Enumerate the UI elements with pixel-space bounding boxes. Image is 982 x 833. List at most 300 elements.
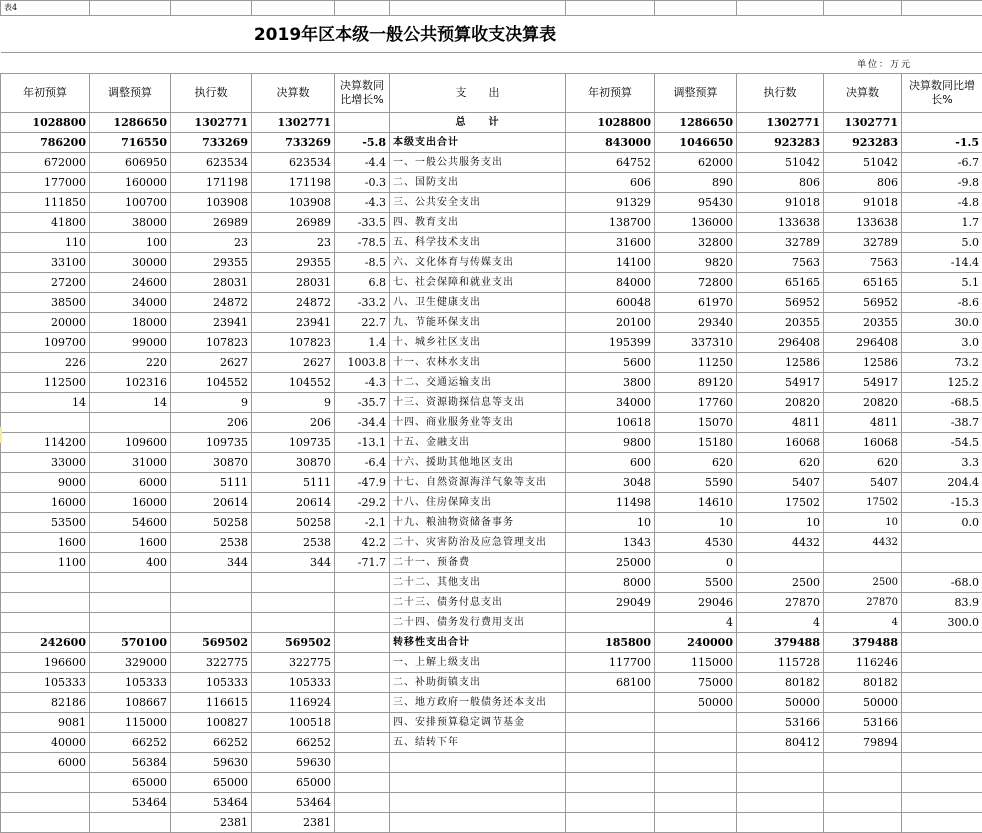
right-cell: 51042: [824, 153, 902, 173]
right-cell: 5.1: [902, 273, 982, 293]
right-cell: [655, 733, 737, 753]
right-cell: 10618: [566, 413, 655, 433]
right-cell: [566, 773, 655, 793]
right-cell: 73.2: [902, 353, 982, 373]
right-cell: [566, 713, 655, 733]
right-cell: 53166: [737, 713, 824, 733]
table-row: [1, 473, 982, 493]
left-cell: 322775: [171, 653, 252, 673]
left-cell: 2627: [171, 353, 252, 373]
left-cell: 5111: [252, 473, 335, 493]
right-cell: 27870: [737, 593, 824, 613]
left-cell: 16000: [1, 493, 90, 513]
header-right-2: 执行数: [737, 74, 824, 113]
table-row: [1, 533, 982, 553]
right-cell: 10: [824, 513, 902, 533]
right-cell: [902, 733, 982, 753]
left-cell: 606950: [90, 153, 171, 173]
right-cell: [902, 713, 982, 733]
left-cell: -29.2: [335, 493, 390, 513]
left-cell: 20614: [252, 493, 335, 513]
left-cell: 34000: [90, 293, 171, 313]
right-cell: 8000: [566, 573, 655, 593]
right-cell: [902, 633, 982, 653]
left-cell: 115000: [90, 713, 171, 733]
left-cell: 23: [252, 233, 335, 253]
left-cell: 105333: [252, 673, 335, 693]
left-cell: 114200: [1, 433, 90, 453]
left-cell: 59630: [252, 753, 335, 773]
table-row: [1, 513, 982, 533]
left-cell: [90, 413, 171, 433]
table-row: [1, 493, 982, 513]
left-cell: 569502: [252, 633, 335, 653]
right-cell: 32789: [737, 233, 824, 253]
right-cell: 91018: [824, 193, 902, 213]
right-cell: -15.3: [902, 493, 982, 513]
left-cell: 29355: [171, 253, 252, 273]
left-cell: 2381: [252, 813, 335, 833]
right-cell: 2500: [824, 573, 902, 593]
right-cell: 9820: [655, 253, 737, 273]
right-cell: [902, 653, 982, 673]
right-cell: 20355: [737, 313, 824, 333]
right-cell: 379488: [737, 633, 824, 653]
expense-item-label: 十七、自然资源海洋气象等支出: [390, 473, 566, 493]
left-cell: 112500: [1, 373, 90, 393]
right-cell: 17502: [824, 493, 902, 513]
left-cell: 38500: [1, 293, 90, 313]
left-cell: 1100: [1, 553, 90, 573]
left-cell: 23941: [171, 313, 252, 333]
left-cell: -6.4: [335, 453, 390, 473]
right-cell: 923283: [824, 133, 902, 153]
left-cell: 226: [1, 353, 90, 373]
right-cell: 25000: [566, 553, 655, 573]
left-cell: 20614: [171, 493, 252, 513]
left-cell: 1302771: [252, 113, 335, 133]
right-cell: [566, 753, 655, 773]
left-cell: 31000: [90, 453, 171, 473]
table-row: [1, 753, 982, 773]
left-cell: [90, 813, 171, 833]
right-cell: 620: [737, 453, 824, 473]
table-row: [1, 133, 982, 153]
table-row: [1, 713, 982, 733]
left-cell: 14: [1, 393, 90, 413]
right-cell: [902, 553, 982, 573]
left-cell: 24872: [252, 293, 335, 313]
left-cell: 220: [90, 353, 171, 373]
right-cell: [824, 753, 902, 773]
table-row: [1, 433, 982, 453]
left-cell: [1, 813, 90, 833]
expense-item-label: 十五、金融支出: [390, 433, 566, 453]
left-cell: 65000: [252, 773, 335, 793]
right-cell: -1.5: [902, 133, 982, 153]
left-cell: [335, 673, 390, 693]
left-cell: 1600: [1, 533, 90, 553]
left-cell: 65000: [171, 773, 252, 793]
right-cell: 136000: [655, 213, 737, 233]
right-cell: 80182: [737, 673, 824, 693]
left-cell: 196600: [1, 653, 90, 673]
left-cell: 29355: [252, 253, 335, 273]
left-cell: 107823: [171, 333, 252, 353]
header-left-2: 执行数: [171, 74, 252, 113]
expense-item-label: 十二、交通运输支出: [390, 373, 566, 393]
right-cell: 337310: [655, 333, 737, 353]
left-cell: [335, 813, 390, 833]
table-row: [1, 353, 982, 373]
right-cell: -14.4: [902, 253, 982, 273]
expense-item-label: 五、结转下年: [390, 733, 566, 753]
right-cell: 65165: [824, 273, 902, 293]
right-cell: 620: [655, 453, 737, 473]
right-cell: 12586: [737, 353, 824, 373]
right-cell: 91018: [737, 193, 824, 213]
left-cell: 171198: [171, 173, 252, 193]
right-cell: 20100: [566, 313, 655, 333]
right-cell: 11250: [655, 353, 737, 373]
right-cell: 32789: [824, 233, 902, 253]
expense-item-label: 六、文化体育与传媒支出: [390, 253, 566, 273]
expense-item-label: 十、城乡社区支出: [390, 333, 566, 353]
table-row: [1, 553, 982, 573]
table-row: [1, 153, 982, 173]
left-cell: 104552: [171, 373, 252, 393]
right-cell: [902, 773, 982, 793]
left-cell: 42.2: [335, 533, 390, 553]
left-cell: [335, 633, 390, 653]
left-cell: 9: [252, 393, 335, 413]
left-cell: [1, 793, 90, 813]
left-cell: 66252: [171, 733, 252, 753]
left-cell: -13.1: [335, 433, 390, 453]
left-cell: [1, 593, 90, 613]
left-cell: [90, 593, 171, 613]
left-cell: 99000: [90, 333, 171, 353]
right-cell: [902, 793, 982, 813]
expense-item-label: 二十四、债务发行费用支出: [390, 613, 566, 633]
right-cell: 29046: [655, 593, 737, 613]
right-cell: 12586: [824, 353, 902, 373]
left-cell: 56384: [90, 753, 171, 773]
expense-item-label: 二十、灾害防治及应急管理支出: [390, 533, 566, 553]
left-cell: [335, 593, 390, 613]
expense-item-label: 十八、住房保障支出: [390, 493, 566, 513]
right-cell: -54.5: [902, 433, 982, 453]
expense-item-label: 十一、农林水支出: [390, 353, 566, 373]
expense-item-label: 本级支出合计: [390, 133, 566, 153]
left-cell: -33.2: [335, 293, 390, 313]
right-cell: [566, 813, 655, 833]
right-cell: 3800: [566, 373, 655, 393]
left-cell: 400: [90, 553, 171, 573]
right-cell: 50000: [824, 693, 902, 713]
left-cell: 22.7: [335, 313, 390, 333]
left-cell: 53464: [90, 793, 171, 813]
left-cell: [171, 593, 252, 613]
right-cell: 5500: [655, 573, 737, 593]
unit-label: 单位：万元: [857, 57, 912, 70]
selected-row-marker: [0, 427, 2, 443]
left-cell: 23941: [252, 313, 335, 333]
left-cell: 26989: [171, 213, 252, 233]
right-cell: 95430: [655, 193, 737, 213]
right-cell: 29340: [655, 313, 737, 333]
right-cell: 4: [737, 613, 824, 633]
left-cell: 100700: [90, 193, 171, 213]
right-cell: 923283: [737, 133, 824, 153]
right-cell: 5407: [824, 473, 902, 493]
left-cell: 20000: [1, 313, 90, 333]
right-cell: 3.3: [902, 453, 982, 473]
expense-item-label: 一、一般公共服务支出: [390, 153, 566, 173]
right-cell: 20355: [824, 313, 902, 333]
table-row: [1, 653, 982, 673]
left-cell: -71.7: [335, 553, 390, 573]
right-cell: [902, 113, 982, 133]
left-cell: [171, 613, 252, 633]
right-cell: [655, 813, 737, 833]
left-cell: 1003.8: [335, 353, 390, 373]
right-cell: [737, 793, 824, 813]
right-cell: 31600: [566, 233, 655, 253]
right-cell: 0: [655, 553, 737, 573]
header-right-3: 决算数: [824, 74, 902, 113]
right-cell: 4530: [655, 533, 737, 553]
left-cell: -2.1: [335, 513, 390, 533]
right-cell: 83.9: [902, 593, 982, 613]
left-cell: 33100: [1, 253, 90, 273]
header-row: [1, 74, 982, 113]
table-row: [1, 733, 982, 753]
table-row: [1, 373, 982, 393]
header-middle: 支 出: [390, 74, 566, 113]
expense-item-label: 三、公共安全支出: [390, 193, 566, 213]
left-cell: -4.4: [335, 153, 390, 173]
left-cell: 110: [1, 233, 90, 253]
left-cell: 24872: [171, 293, 252, 313]
right-cell: -9.8: [902, 173, 982, 193]
right-cell: [737, 753, 824, 773]
right-cell: 5407: [737, 473, 824, 493]
right-cell: 7563: [824, 253, 902, 273]
right-cell: [655, 753, 737, 773]
left-cell: 23: [171, 233, 252, 253]
right-cell: -38.7: [902, 413, 982, 433]
left-cell: -5.8: [335, 133, 390, 153]
right-cell: 133638: [824, 213, 902, 233]
right-cell: [566, 733, 655, 753]
table-row: [1, 333, 982, 353]
right-cell: 60048: [566, 293, 655, 313]
header-right-1: 调整预算: [655, 74, 737, 113]
expense-item-label: [390, 813, 566, 833]
right-cell: 11498: [566, 493, 655, 513]
left-cell: -47.9: [335, 473, 390, 493]
right-cell: 296408: [824, 333, 902, 353]
table-row: [1, 793, 982, 813]
right-cell: [737, 553, 824, 573]
left-cell: [1, 773, 90, 793]
left-cell: [252, 613, 335, 633]
expense-item-label: 二十一、预备费: [390, 553, 566, 573]
right-cell: 14100: [566, 253, 655, 273]
left-cell: 2538: [252, 533, 335, 553]
table-row: [1, 453, 982, 473]
left-cell: [1, 573, 90, 593]
right-cell: 4811: [737, 413, 824, 433]
left-cell: [171, 573, 252, 593]
right-cell: -6.7: [902, 153, 982, 173]
left-cell: [335, 773, 390, 793]
table-row: [1, 393, 982, 413]
right-cell: 620: [824, 453, 902, 473]
right-cell: -68.0: [902, 573, 982, 593]
right-cell: 9800: [566, 433, 655, 453]
right-cell: 133638: [737, 213, 824, 233]
left-cell: 242600: [1, 633, 90, 653]
right-cell: 1302771: [737, 113, 824, 133]
right-cell: 79894: [824, 733, 902, 753]
left-cell: 66252: [90, 733, 171, 753]
right-cell: [902, 693, 982, 713]
right-cell: 5590: [655, 473, 737, 493]
left-cell: [335, 733, 390, 753]
left-cell: 206: [171, 413, 252, 433]
left-cell: 30870: [171, 453, 252, 473]
right-cell: -8.6: [902, 293, 982, 313]
header-left-4: 决算数同比增长%: [335, 74, 390, 113]
left-cell: 53464: [252, 793, 335, 813]
left-cell: 28031: [252, 273, 335, 293]
right-cell: 30.0: [902, 313, 982, 333]
expense-item-label: [390, 753, 566, 773]
left-cell: 54600: [90, 513, 171, 533]
left-cell: [335, 573, 390, 593]
right-cell: 20820: [824, 393, 902, 413]
right-cell: [655, 713, 737, 733]
left-cell: [90, 573, 171, 593]
left-cell: 111850: [1, 193, 90, 213]
table-row: [1, 193, 982, 213]
right-cell: [655, 773, 737, 793]
left-cell: 569502: [171, 633, 252, 653]
left-cell: 116924: [252, 693, 335, 713]
table-row: [1, 693, 982, 713]
right-cell: 843000: [566, 133, 655, 153]
table-row: [1, 673, 982, 693]
page-title: 2019年区本级一般公共预算收支决算表: [0, 20, 810, 45]
right-cell: 54917: [737, 373, 824, 393]
right-cell: 20820: [737, 393, 824, 413]
right-cell: 4811: [824, 413, 902, 433]
right-cell: 4: [824, 613, 902, 633]
left-cell: 160000: [90, 173, 171, 193]
right-cell: 4: [655, 613, 737, 633]
expense-item-label: 十三、资源勘探信息等支出: [390, 393, 566, 413]
right-cell: [824, 813, 902, 833]
sheet-label: 表4: [1, 1, 90, 16]
left-cell: [335, 793, 390, 813]
expense-item-label: 转移性支出合计: [390, 633, 566, 653]
left-cell: 104552: [252, 373, 335, 393]
left-cell: 82186: [1, 693, 90, 713]
right-cell: 240000: [655, 633, 737, 653]
right-cell: 91329: [566, 193, 655, 213]
left-cell: [1, 413, 90, 433]
right-cell: 806: [824, 173, 902, 193]
expense-item-label: [390, 773, 566, 793]
right-cell: 116246: [824, 653, 902, 673]
table-row: [1, 273, 982, 293]
right-cell: 4432: [824, 533, 902, 553]
expense-item-label: 五、科学技术支出: [390, 233, 566, 253]
table-row: [1, 313, 982, 333]
right-cell: 68100: [566, 673, 655, 693]
table-row: [1, 413, 982, 433]
right-cell: 0.0: [902, 513, 982, 533]
left-cell: 53464: [171, 793, 252, 813]
expense-item-label: 二十三、债务付息支出: [390, 593, 566, 613]
expense-item-label: 十九、粮油物资储备事务: [390, 513, 566, 533]
left-cell: 30000: [90, 253, 171, 273]
left-cell: 109600: [90, 433, 171, 453]
left-cell: [335, 693, 390, 713]
right-cell: [566, 613, 655, 633]
left-cell: 33000: [1, 453, 90, 473]
left-cell: 733269: [252, 133, 335, 153]
right-cell: 15180: [655, 433, 737, 453]
right-cell: 296408: [737, 333, 824, 353]
right-cell: 53166: [824, 713, 902, 733]
right-cell: 56952: [737, 293, 824, 313]
left-cell: 2538: [171, 533, 252, 553]
right-cell: 80182: [824, 673, 902, 693]
right-cell: [824, 553, 902, 573]
right-cell: 10: [737, 513, 824, 533]
expense-item-label: 八、卫生健康支出: [390, 293, 566, 313]
left-cell: 2627: [252, 353, 335, 373]
right-cell: 1343: [566, 533, 655, 553]
right-cell: 72800: [655, 273, 737, 293]
left-cell: 109735: [171, 433, 252, 453]
right-cell: 15070: [655, 413, 737, 433]
right-cell: 14610: [655, 493, 737, 513]
right-cell: 56952: [824, 293, 902, 313]
right-cell: 1.7: [902, 213, 982, 233]
right-cell: [566, 793, 655, 813]
right-cell: 806: [737, 173, 824, 193]
right-cell: 32800: [655, 233, 737, 253]
right-cell: 16068: [737, 433, 824, 453]
left-cell: [335, 653, 390, 673]
left-cell: 53500: [1, 513, 90, 533]
left-cell: 6.8: [335, 273, 390, 293]
right-cell: -68.5: [902, 393, 982, 413]
right-cell: [737, 773, 824, 793]
left-cell: -0.3: [335, 173, 390, 193]
left-cell: 100: [90, 233, 171, 253]
left-cell: 50258: [252, 513, 335, 533]
left-cell: 66252: [252, 733, 335, 753]
left-cell: 171198: [252, 173, 335, 193]
right-cell: 61970: [655, 293, 737, 313]
right-cell: [902, 813, 982, 833]
left-cell: 322775: [252, 653, 335, 673]
